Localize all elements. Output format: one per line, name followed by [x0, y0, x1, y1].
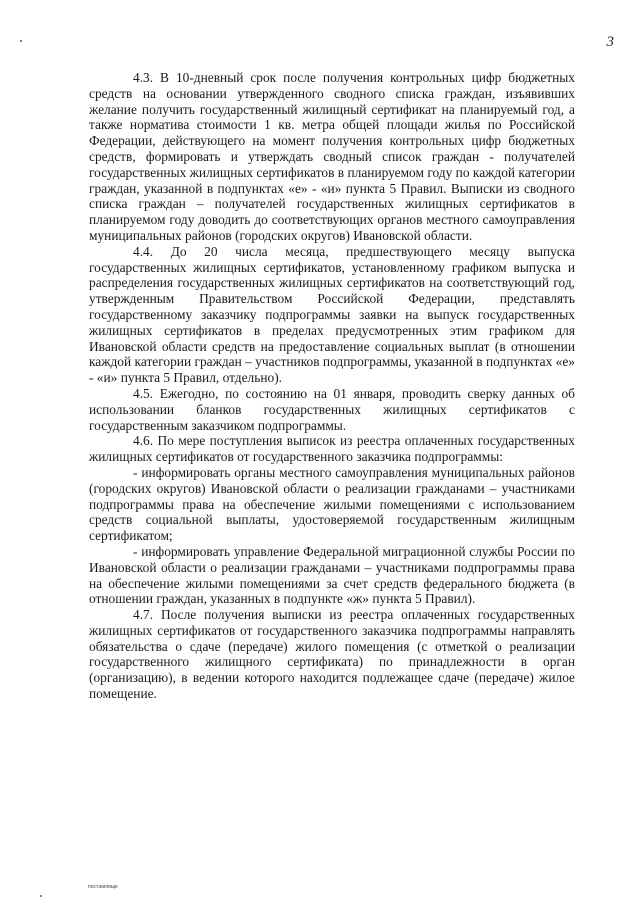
paragraph-4-7: 4.7. После получения выписки из реестра оплаченных государственных жилищных сертификатов от государственного заказчика подпрограммы направлять обязательства о сдаче (передаче) жилого помещения (с отметкой о реализации государственного жилищного сертификата) по принадлежности в орган (организацию), в ведении которого находится подлежащее сдаче (передаче) жилое помещение.: [89, 607, 575, 702]
scan-artifact-dot: [20, 40, 22, 42]
footer-filename: пост.жилище: [88, 884, 118, 890]
document-body: [89, 70, 575, 702]
scan-artifact-dot: [40, 895, 42, 897]
paragraph-4-4: 4.4. До 20 числа месяца, предшествующего месяцу выпуска государственных жилищных сертификатов, установленному графиком выпуска и распределения государственных жилищных сертификатов на соответствующий год, утвержденным Правительством Российской Федерации, представлять государственному заказчику подпрограммы заявки на выпуск государственных жилищных сертификатов в пределах предусмотренных этим графиком для Ивановской области средств на предоставление социальных выплат (в отношении каждой категории граждан – участников подпрограммы, указанной в подпунктах «е» - «и» пункта 5 Правил, отдельно).: [89, 243, 575, 386]
bullet-item-migration: - информировать управление Федеральной миграционной службы России по Ивановской области о реализации гражданами – участниками подпрограммы права на обеспечение жилыми помещениями за счет средств федерального бюджета (в отношении граждан, указанных в подпункте «ж» пункта 5 Правил).: [89, 543, 575, 607]
paragraph-4-6: 4.6. По мере поступления выписок из реестра оплаченных государственных жилищных сертификатов от государственного заказчика подпрограммы:: [89, 433, 575, 465]
bullet-item-municipal: - информировать органы местного самоуправления муниципальных районов (городских округов) Ивановской области о реализации гражданами – участниками подпрограммы права на обеспечение жилыми помещениями с использованием средств социальной выплаты, удостоверяемой государственным жилищным сертификатом;: [89, 464, 575, 544]
page-number: 3: [606, 34, 614, 50]
paragraph-4-5: 4.5. Ежегодно, по состоянию на 01 января, проводить сверку данных об использовании бланков государственных жилищных сертификатов с государственным заказчиком подпрограммы.: [89, 385, 575, 433]
paragraph-4-3: 4.3. В 10-дневный срок после получения контрольных цифр бюджетных средств на основании утвержденного сводного списка граждан, изъявивших желание получить государственный жилищный сертификат на планируемый год, а также норматива стоимости 1 кв. метра общей площади жилья по Российской Федерации, действующего на момент получения контрольных цифр бюджетных средств, формировать и утверждать сводный список граждан - получателей государственных жилищных сертификатов в планируемом году по каждой категории граждан, указанной в подпунктах «е» - «и» пункта 5 Правил. Выписки из сводного списка граждан – получателей государственных жилищных сертификатов в планируемом году доводить до соответствующих органов местного самоуправления муниципальных районов (городских округов) Ивановской области.: [89, 70, 575, 243]
